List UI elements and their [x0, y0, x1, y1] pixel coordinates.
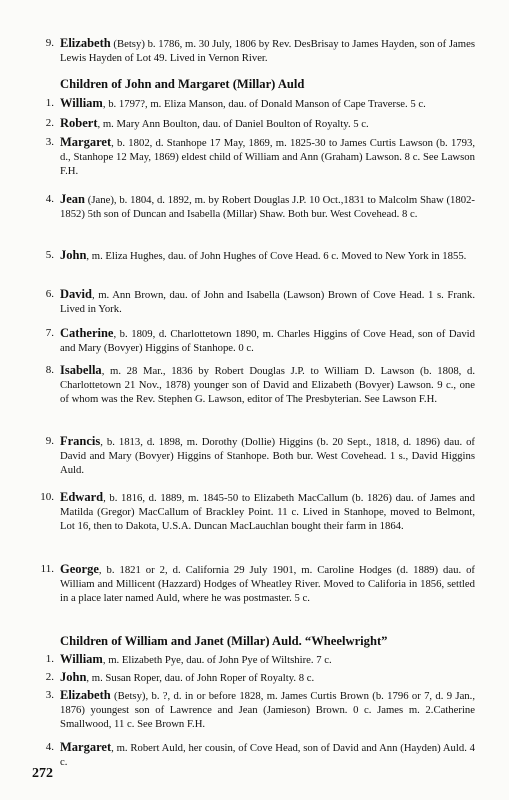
entry-number: 10.: [40, 491, 54, 503]
entry-number: 1.: [45, 97, 54, 109]
entry-number: 4.: [45, 193, 54, 205]
entry: [45, 192, 475, 221]
entry-text: (Betsy) b. 1786, m. 30 July, 1806 by Rev. DesBrisay to James Hayden, son of James Lewis Hayden of Lot 49. Lived in Vernon River.: [60, 38, 475, 65]
entry-elizabeth-betsy: [45, 36, 475, 65]
entry-text: , m. Susan Roper, dau. of John Roper of Royalty. 8 c.: [86, 672, 315, 684]
entry-text: , b. 1802, d. Stanhope 17 May, 1869, m. 1825-30 to James Curtis Lawson (b. 1793, d., Stanhope 12 May, 1869) eldest child of William and Ann (Graham) Lawson. 8 c. See Lawson F.H.: [60, 137, 475, 178]
entry: [45, 96, 475, 111]
entry-number: 7.: [45, 327, 54, 339]
entry-name: Jean: [60, 192, 85, 206]
entry-number: 9.: [45, 435, 54, 447]
entry-text: [140, 770, 480, 788]
page-number: 272: [32, 766, 53, 781]
entry-text: , m. Elizabeth Pye, dau. of John Pye of Wiltshire. 7 c.: [102, 654, 332, 666]
entry-name: John: [60, 248, 87, 262]
entry-number: 2.: [45, 117, 54, 129]
entry: [40, 490, 475, 534]
entry-text: , b. 1809, d. Charlottetown 1890, m. Charles Higgins of Cove Head, son of David and Mary (Bovyer) Higgins of Stanhope. 0 c.: [60, 328, 475, 355]
entry-name: Francis: [60, 434, 101, 448]
entry-name: George: [60, 562, 99, 576]
entry-text: , m. Eliza Hughes, dau. of John Hughes of Cove Head. 6 c. Moved to New York in 1855.: [86, 250, 467, 262]
entry-number: 2.: [45, 671, 54, 683]
entry: [45, 135, 475, 179]
entry: [40, 562, 475, 606]
entry: [45, 670, 475, 685]
entry-name: Elizabeth: [60, 36, 111, 50]
entry-text: , m. Ann Brown, dau. of John and Isabella (Lawson) Brown of Cove Head. 1 s. Frank. Lived in York.: [60, 289, 475, 316]
entry-number: 3.: [45, 689, 54, 701]
entry: [45, 688, 475, 732]
entry-text: (Betsy), b. ?, d. in or before 1828, m. James Curtis Brown (b. 1796 or 7, d. 9 Jan., 1876) youngest son of Lawrence and Jean (Jamieson) Brown. 0 c. James m. 2.Catherine Smallwood, 11 c. See Brown F.H.: [60, 690, 475, 731]
entry-name: William: [60, 652, 103, 666]
entry-name: Robert: [60, 116, 98, 130]
entry: [45, 740, 475, 769]
entry: [45, 287, 475, 316]
entry-name: David: [60, 287, 92, 301]
entry-number: 5.: [45, 249, 54, 261]
entry: [45, 363, 475, 407]
entry-number: 3.: [45, 136, 54, 148]
entry-text: , m. Robert Auld, her cousin, of Cove Head, son of David and Ann (Hayden) Auld. 4 c.: [60, 742, 475, 769]
section-heading: Children of John and Margaret (Millar) Auld: [60, 77, 305, 91]
entry-text: (Jane), b. 1804, d. 1892, m. by Robert Douglas J.P. 10 Oct.,1831 to Malcolm Shaw (1802-1852) 5th son of Duncan and Isabella (Millar) Shaw. Both bur. West Covehead. 8 c.: [60, 194, 475, 221]
entry-text: , m. 28 Mar., 1836 by Robert Douglas J.P. to William D. Lawson (b. 1808, d. Charlottetown 21 Nov., 1878) younger son of David and Elizabeth (Bovyer) Lawson. 9 c., one of whom was the Rev. Stephen G. Lawson, editor of The Presbyterian. See Lawson F.H.: [60, 365, 475, 406]
entry-name: Edward: [60, 490, 104, 504]
entry-name: William: [60, 96, 103, 110]
entry: [45, 248, 475, 263]
section-heading: Children of William and Janet (Millar) Auld. “Wheelwright”: [60, 634, 388, 648]
entry-text: , b. 1821 or 2, d. California 29 July 1901, m. Caroline Hodges (d. 1889) dau. of William and Millicent (Hazzard) Hodges of Wheatley River. Moved to Califoria in 1856, settled in a place later named Auld, where he was postmaster. 5 c.: [60, 564, 475, 605]
entry-text: , b. 1813, d. 1898, m. Dorothy (Dollie) Higgins (b. 20 Sept., 1818, d. 1896) dau. of David and Mary (Bovyer) Higgins of Stanhope. Both bur. West Covehead. 1 s., David Higgins Auld.: [60, 436, 475, 477]
entry-name: Isabella: [60, 363, 102, 377]
entry-number: 9.: [45, 37, 54, 49]
entry-number: 6.: [45, 288, 54, 300]
entry-text: , b. 1797?, m. Eliza Manson, dau. of Donald Manson of Cape Traverse. 5 c.: [102, 98, 426, 110]
entry: [45, 652, 475, 667]
entry-text: , m. Mary Ann Boulton, dau. of Daniel Boulton of Royalty. 5 c.: [97, 118, 369, 130]
entry-name: Margaret: [60, 740, 112, 754]
entry-name: Elizabeth: [60, 688, 111, 702]
entry-name: Margaret: [60, 135, 112, 149]
entry-name: Catherine: [60, 326, 114, 340]
entry-name: John: [60, 670, 87, 684]
entry-number: 4.: [45, 741, 54, 753]
entry-text: , b. 1816, d. 1889, m. 1845-50 to Elizabeth MacCallum (b. 1826) dau. of James and Matilda (Gregor) MacCallum of Brackley Point. 11 c. Lived in Stanhope, moved to Belmont, Lot 16, then to Dakota, U.S.A. Duncan MacLauchlan bought their farm in 1864.: [60, 492, 475, 533]
entry-number: 11.: [40, 563, 54, 575]
entry-number: 8.: [45, 364, 54, 376]
entry-number: 1.: [45, 653, 54, 665]
entry: [45, 326, 475, 355]
entry: [45, 116, 475, 131]
entry: [45, 434, 475, 478]
